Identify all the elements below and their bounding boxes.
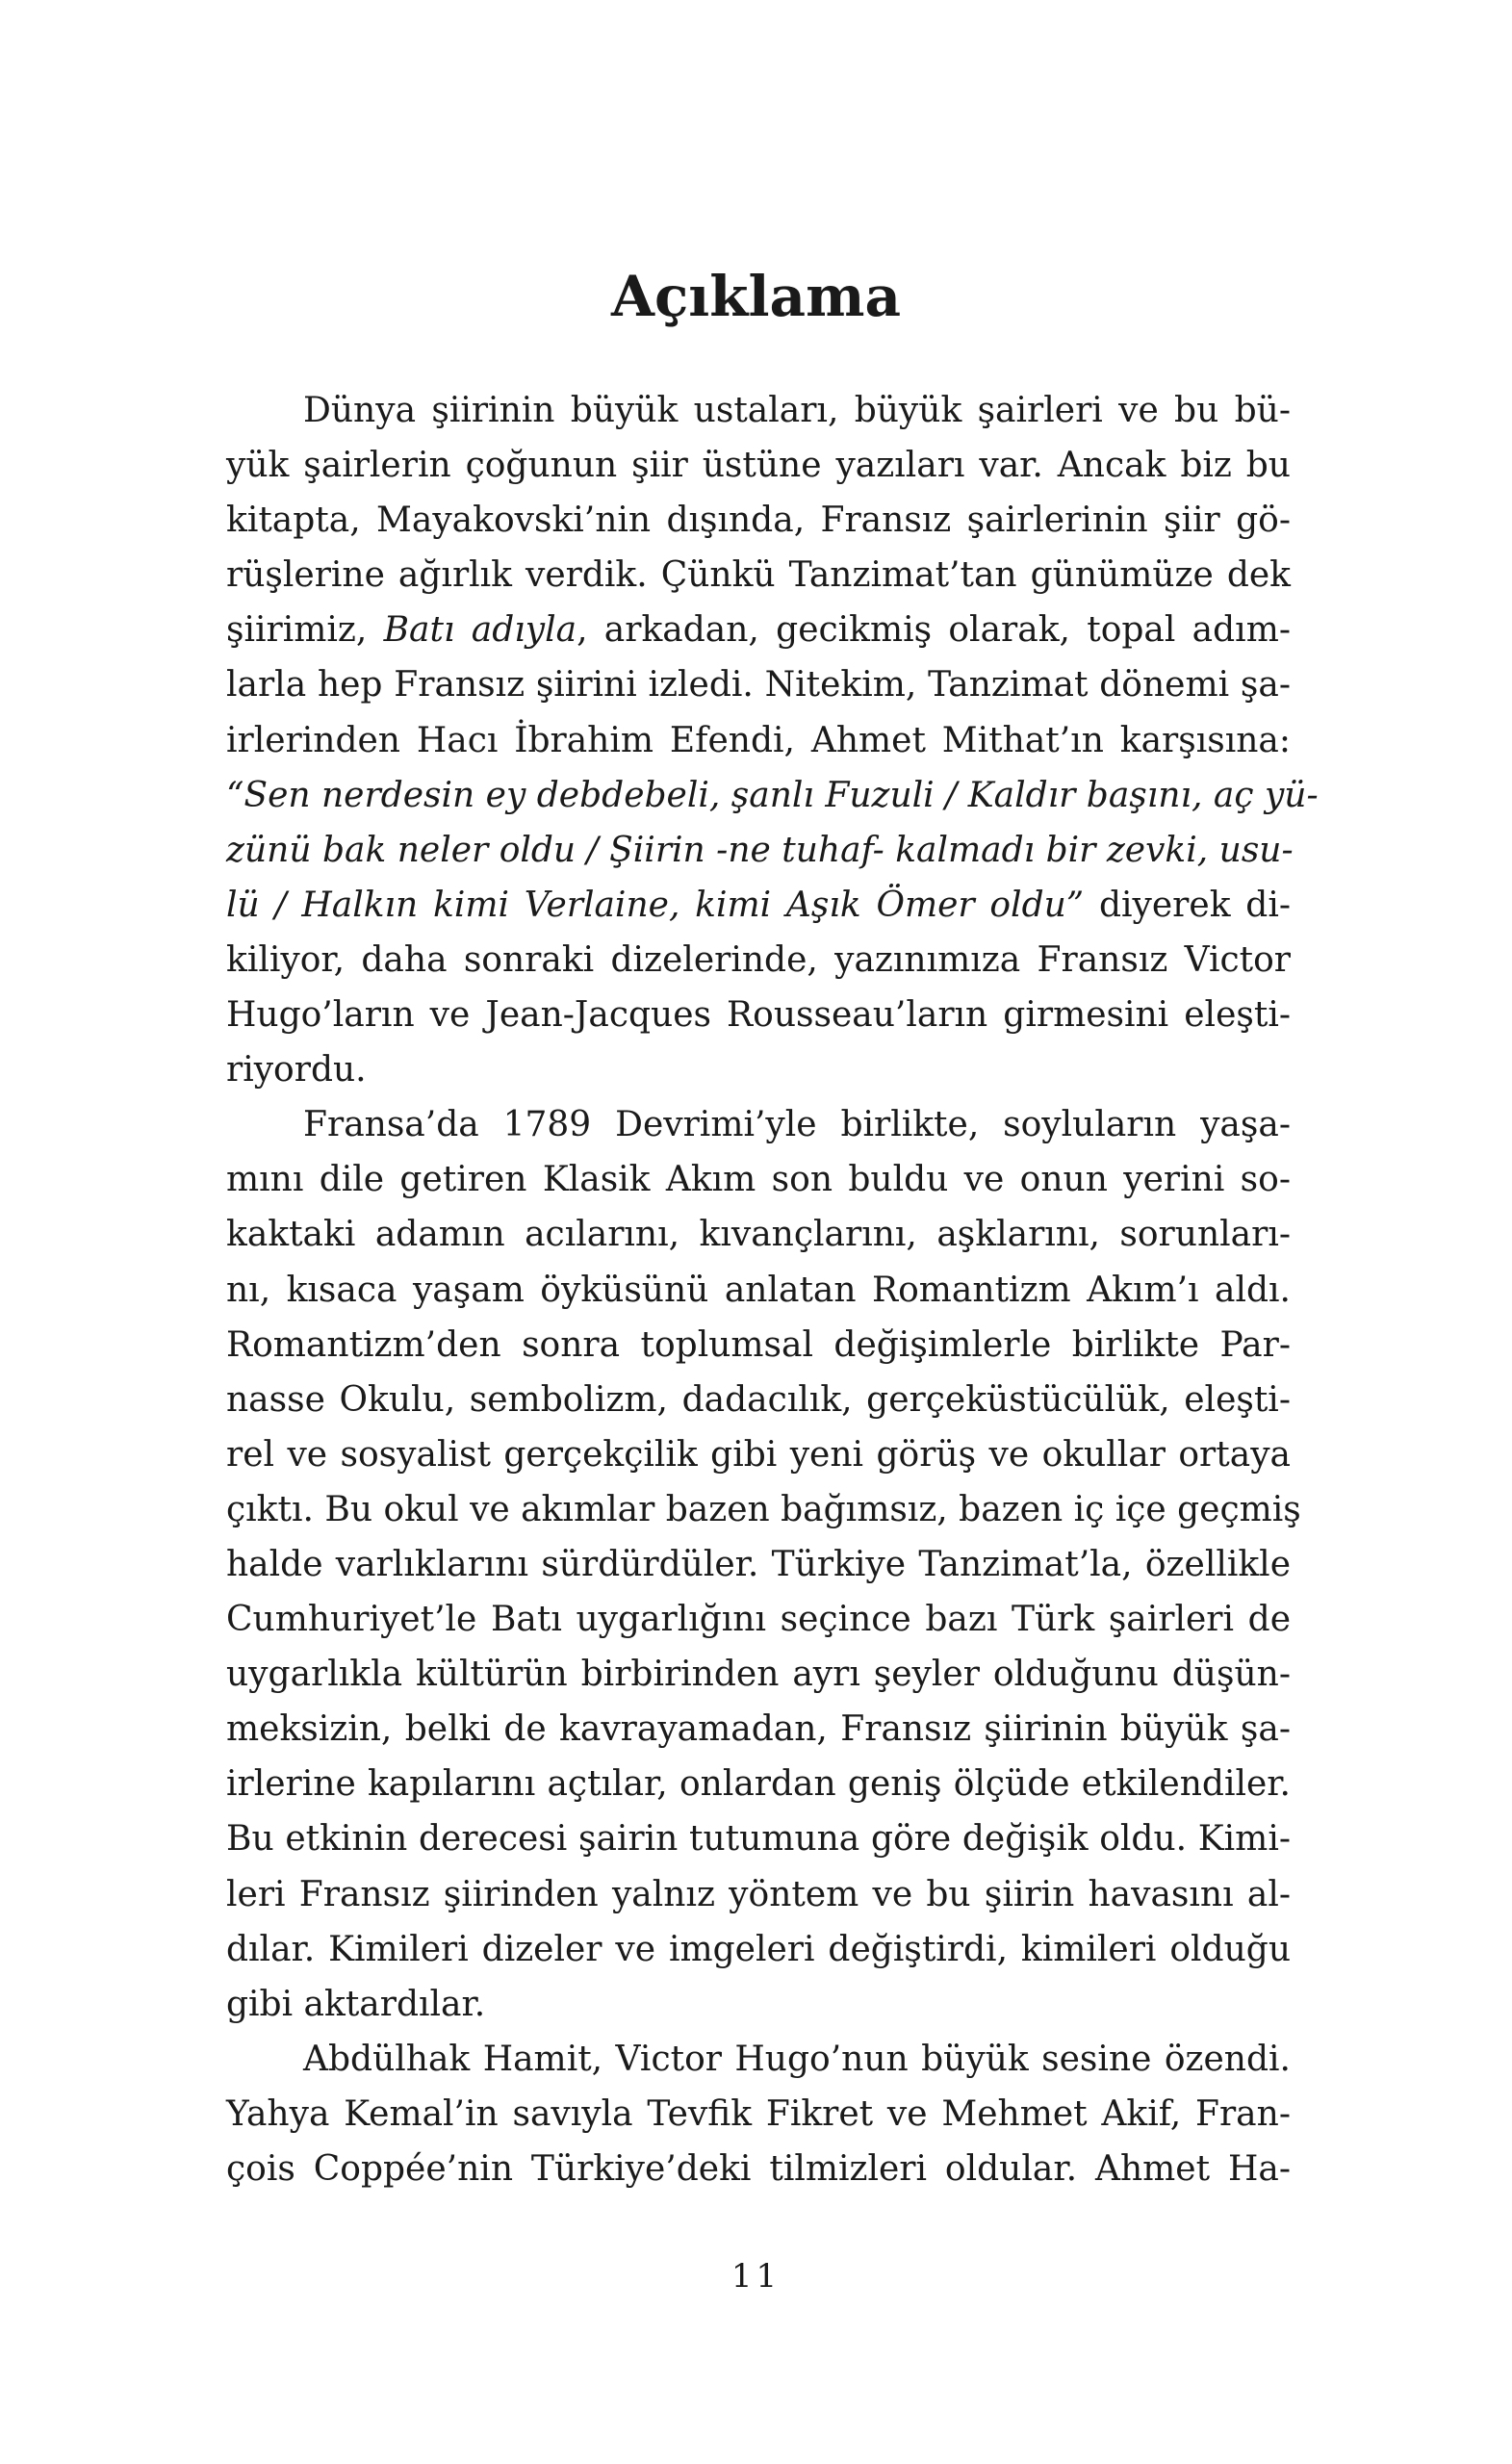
text-line: mını dile getiren Klasik Akım son buldu ve onun yerini so-	[226, 1160, 1291, 1200]
page-title: Açıklama	[610, 264, 902, 329]
text-line: nı, kısaca yaşam öyküsünü anlatan Romantizm Akım’ı aldı.	[226, 1270, 1291, 1310]
body-text	[226, 383, 1319, 2196]
text-line: Yahya Kemal’in savıyla Tevfik Fikret ve Mehmet Akif, Fran-	[226, 2093, 1291, 2134]
text-line: riyordu.	[226, 1050, 367, 1091]
text-line: Bu etkinin derecesi şairin tutumuna göre değişik oldu. Kimi-	[226, 1819, 1291, 1860]
text-line: kaktaki adamın acılarını, kıvançlarını, aşklarını, sorunları-	[226, 1215, 1291, 1255]
text-line: leri Fransız şiirinden yalnız yöntem ve bu şiirin havasını al-	[226, 1874, 1291, 1914]
text-line: nasse Okulu, sembolizm, dadacılık, gerçeküstücülük, eleşti-	[226, 1379, 1291, 1420]
text-line: irlerinden Hacı İbrahim Efendi, Ahmet Mithat’ın karşısına:	[226, 720, 1291, 760]
text-line: kitapta, Mayakovski’nin dışında, Fransız şairlerinin şiir gö-	[226, 500, 1291, 541]
text-line: larla hep Fransız şiirini izledi. Nitekim, Tanzimat dönemi şa-	[226, 665, 1291, 706]
text-line: Abdülhak Hamit, Victor Hugo’nun büyük sesine özendi.	[303, 2039, 1291, 2079]
text-line: kiliyor, daha sonraki dizelerinde, yazınımıza Fransız Victor	[226, 939, 1291, 980]
text-line: meksizin, belki de kavrayamadan, Fransız şiirinin büyük şa-	[226, 1709, 1291, 1750]
text-line: Hugo’ların ve Jean-Jacques Rousseau’ların girmesini eleşti-	[226, 995, 1291, 1036]
text-line: lü / Halkın kimi Verlaine, kimi Aşık Ömer oldu” diyerek di-	[226, 885, 1292, 925]
text-line: uygarlıkla kültürün birbirinden ayrı şeyler olduğunu düşün-	[226, 1655, 1291, 1695]
text-line: Dünya şiirinin büyük ustaları, büyük şairleri ve bu bü-	[303, 391, 1291, 430]
text-line: halde varlıklarını sürdürdüler. Türkiye Tanzimat’la, özellikle	[226, 1544, 1291, 1584]
text-line: şiirimiz, Batı adıyla, arkadan, gecikmiş olarak, topal adım-	[226, 610, 1291, 651]
text-line: çıktı. Bu okul ve akımlar bazen bağımsız, bazen iç içe geçmiş	[226, 1489, 1301, 1529]
text-line: rel ve sosyalist gerçekçilik gibi yeni görüş ve okullar ortaya	[226, 1434, 1291, 1475]
text-line: çois Coppée’nin Türkiye’deki tilmizleri oldular. Ahmet Ha-	[226, 2149, 1291, 2189]
text-line: irlerine kapılarını açtılar, onlardan geniş ölçüde etkilendiler.	[226, 1764, 1291, 1805]
text-line: zünü bak neler oldu / Şiirin -ne tuhaf- kalmadı bir zevki, usu-	[226, 830, 1294, 870]
text-line: Cumhuriyet’le Batı uygarlığını seçince bazı Türk şairleri de	[226, 1600, 1291, 1640]
page-number: 11	[730, 2257, 782, 2296]
text-line: dılar. Kimileri dizeler ve imgeleri değiştirdi, kimileri olduğu	[226, 1929, 1291, 1969]
text-line: “Sen nerdesin ey debdebeli, şanlı Fuzuli / Kaldır başını, aç yü-	[226, 775, 1319, 815]
text-line: gibi aktardılar.	[226, 1984, 486, 2024]
text-line: Romantizm’den sonra toplumsal değişimlerle birlikte Par-	[226, 1324, 1291, 1365]
text-line: yük şairlerin çoğunun şiir üstüne yazıları var. Ancak biz bu	[226, 446, 1291, 486]
text-line: Fransa’da 1789 Devrimi’yle birlikte, soyluların yaşa-	[303, 1105, 1291, 1145]
text-line: rüşlerine ağırlık verdik. Çünkü Tanzimat’tan günümüze dek	[226, 555, 1291, 596]
